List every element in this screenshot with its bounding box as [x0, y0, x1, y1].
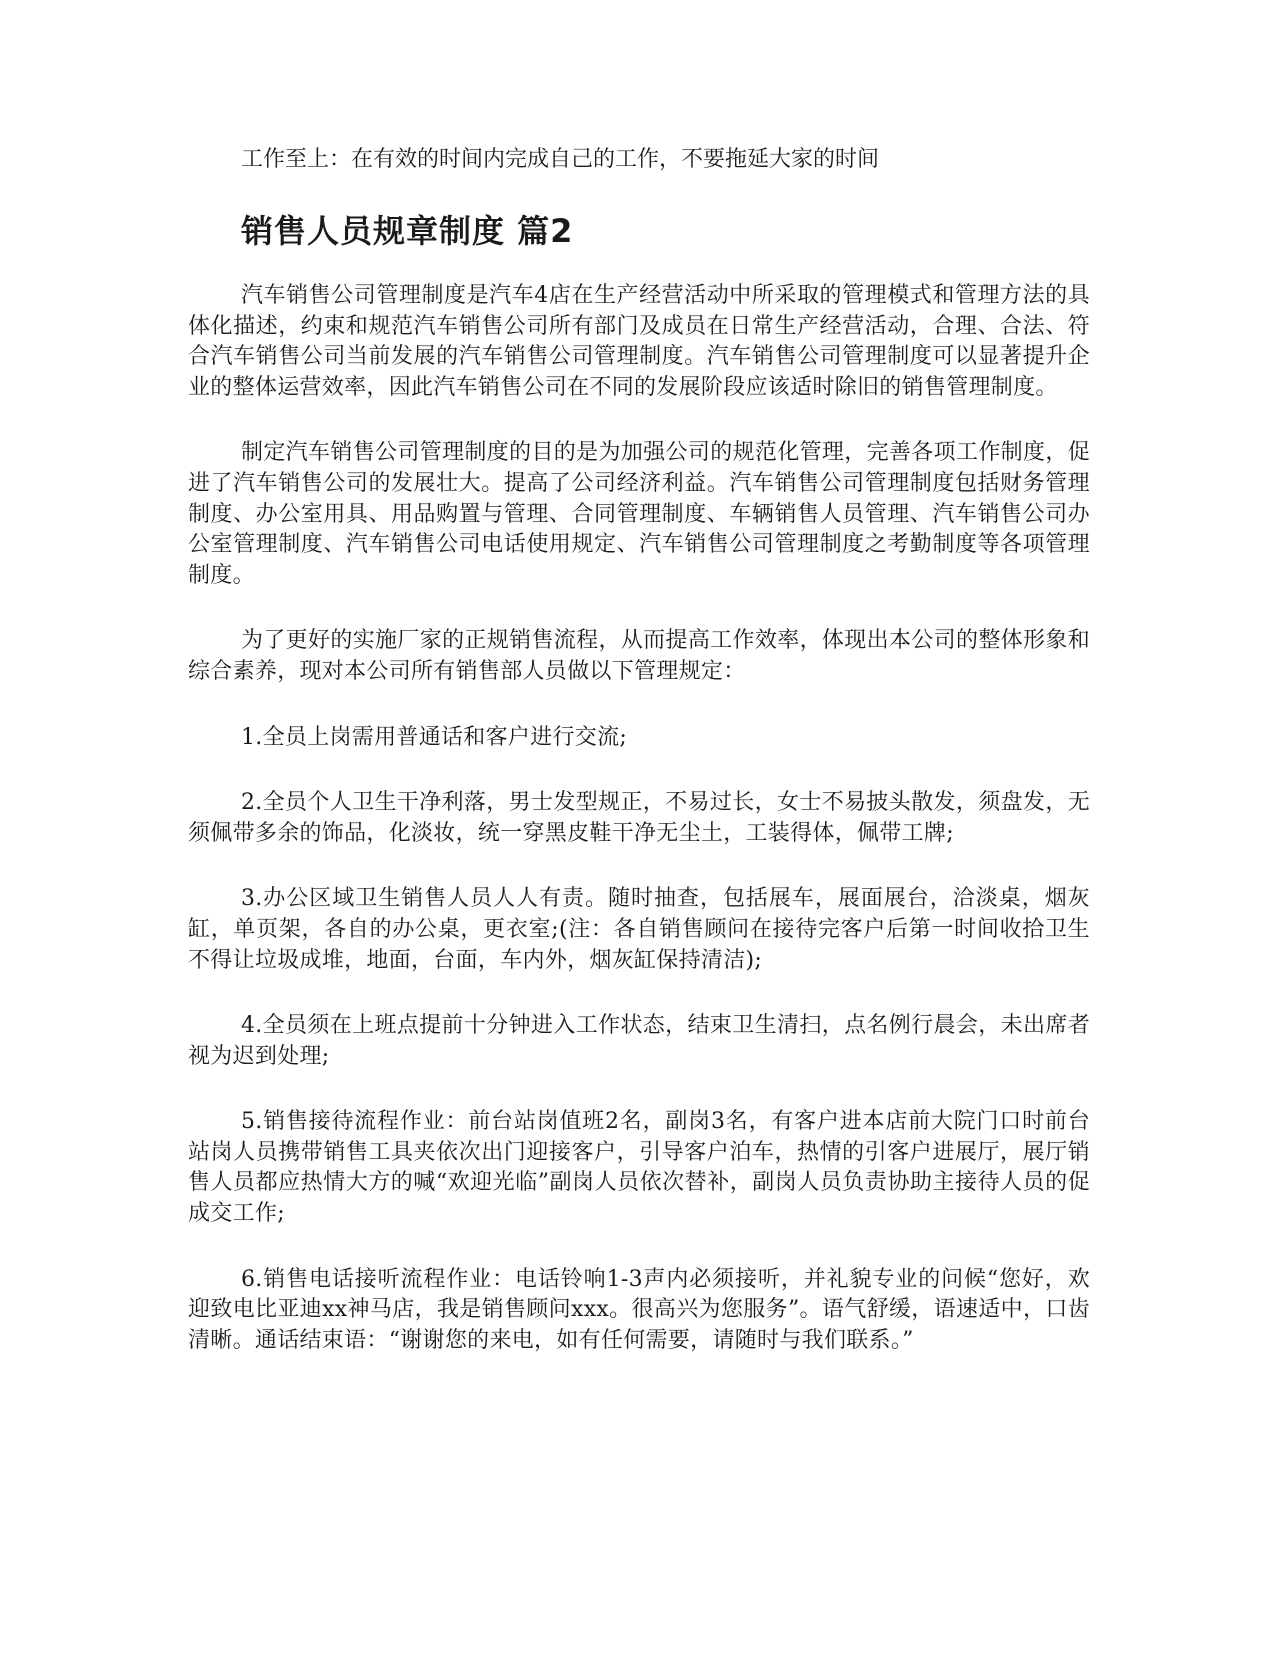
- paragraph-rule-1: 1.全员上岗需用普通话和客户进行交流;: [241, 724, 628, 750]
- paragraph-rule-2: 2.全员个人卫生干净利落，男士发型规正，不易过长，女士不易披头散发，须盘发，无须佩带多余的饰品，化淡妆，统一穿黑皮鞋干净无尘土，工装得体，佩带工牌;: [188, 790, 1090, 846]
- paragraph-overview: 汽车销售公司管理制度是汽车4店在生产经营活动中所采取的管理模式和管理方法的具体化描述，约束和规范汽车销售公司所有部门及成员在日常生产经营活动，合理、合法、符合汽车销售公司当前发展的汽车销售公司管理制度。汽车销售公司管理制度可以显著提升企业的整体运营效率，因此汽车销售公司在不同的发展阶段应该适时除旧的销售管理制度。: [188, 283, 1090, 400]
- paragraph-regulations-intro: 为了更好的实施厂家的正规销售流程，从而提高工作效率，体现出本公司的整体形象和综合素养，现对本公司所有销售部人员做以下管理规定：: [188, 628, 1090, 684]
- paragraph-rule-6: 6.销售电话接听流程作业：电话铃响1-3声内必须接听，并礼貌专业的问候“您好，欢迎致电比亚迪xx神马店，我是销售顾问xxx。很高兴为您服务”。语气舒缓，语速适中，口齿清晰。通话结束语：“谢谢您的来电，如有任何需要，请随时与我们联系。”: [188, 1266, 1090, 1353]
- paragraph-rule-4: 4.全员须在上班点提前十分钟进入工作状态，结束卫生清扫，点名例行晨会，未出席者视为迟到处理;: [188, 1013, 1090, 1069]
- paragraph-purpose: 制定汽车销售公司管理制度的目的是为加强公司的规范化管理，完善各项工作制度，促进了汽车销售公司的发展壮大。提高了公司经济利益。汽车销售公司管理制度包括财务管理制度、办公室用具、用品购置与管理、合同管理制度、车辆销售人员管理、汽车销售公司办公室管理制度、汽车销售公司电话使用规定、汽车销售公司管理制度之考勤制度等各项管理制度。: [188, 440, 1090, 588]
- paragraph-rule-3: 3.办公区域卫生销售人员人人有责。随时抽查，包括展车，展面展台，洽淡桌，烟灰缸，单页架，各自的办公桌，更衣室;(注：各自销售顾问在接待完客户后第一时间收拾卫生不得让垃圾成堆，地面，台面，车内外，烟灰缸保持清洁);: [188, 886, 1090, 973]
- paragraph-rule-5: 5.销售接待流程作业：前台站岗值班2名，副岗3名，有客户进本店前大院门口时前台站岗人员携带销售工具夹依次出门迎接客户，引导客户泊车，热情的引客户进展厅，展厅销售人员都应热情大方的喊“欢迎光临”副岗人员依次替补，副岗人员负责协助主接待人员的促成交工作;: [188, 1109, 1090, 1227]
- document-page: [188, 145, 1090, 1356]
- intro-line: 工作至上：在有效的时间内完成自己的工作，不要拖延大家的时间: [241, 147, 880, 172]
- section-heading: 销售人员规章制度 篇2: [241, 212, 574, 250]
